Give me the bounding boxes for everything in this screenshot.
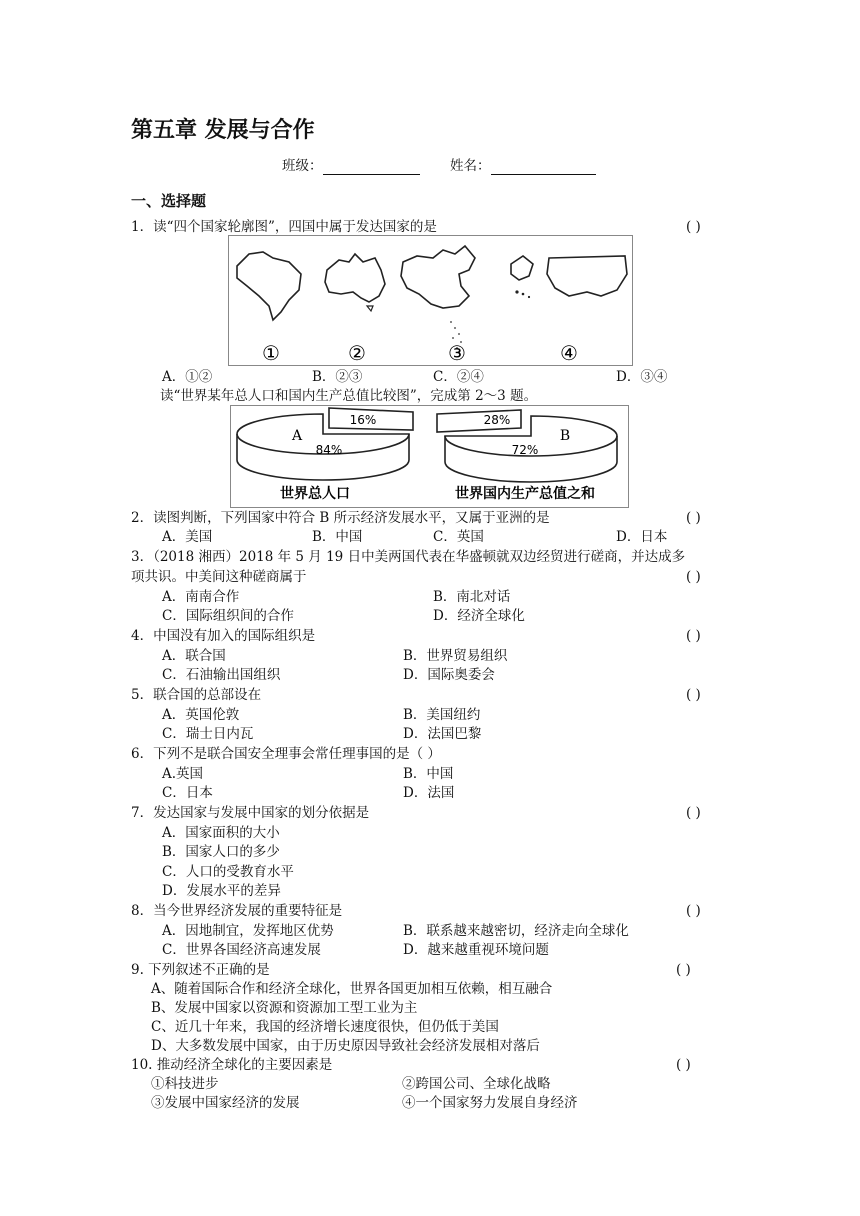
q6-option-d[interactable]: D．法国	[403, 785, 455, 801]
china-outline	[401, 246, 475, 308]
q2-answer-paren[interactable]: ( )	[686, 510, 701, 526]
tasmania-outline	[367, 306, 373, 311]
population-pie-small-label: 16%	[349, 413, 377, 427]
brazil-outline	[237, 252, 301, 320]
q4-option-b[interactable]: B．世界贸易组织	[403, 648, 508, 664]
q10-stem: 10. 推动经济全球化的主要因素是	[131, 1057, 333, 1073]
page-title: 第五章 发展与合作	[131, 118, 315, 143]
gdp-pie-small-label: 28%	[483, 413, 511, 427]
q8-stem: 8．当今世界经济发展的重要特征是	[131, 903, 343, 919]
class-blank[interactable]	[323, 160, 420, 175]
q1-option-b[interactable]: B．②③	[312, 369, 363, 385]
q10-option-3[interactable]: ③发展中国家经济的发展	[151, 1095, 300, 1111]
q2-option-c[interactable]: C．英国	[433, 529, 484, 545]
q6-stem: 6．下列不是联合国安全理事会常任理事国的是（ ）	[131, 746, 441, 762]
q8-option-c[interactable]: C．世界各国经济高速发展	[162, 942, 321, 958]
country-outline-figure	[228, 235, 633, 366]
q1-option-c[interactable]: C．②④	[433, 369, 484, 385]
map-label-1: ①	[262, 341, 280, 365]
q5-option-c[interactable]: C．瑞士日内瓦	[162, 726, 254, 742]
q8-option-d[interactable]: D．越来越重视环境问题	[403, 942, 549, 958]
q10-option-4[interactable]: ④一个国家努力发展自身经济	[402, 1095, 578, 1111]
q8-option-b[interactable]: B．联系越来越密切，经济走向全球化	[403, 923, 629, 939]
q1-answer-paren[interactable]: ( )	[686, 219, 701, 235]
q9-option-c[interactable]: C、近几十年来，我国的经济增长速度很快，但仍低于美国	[151, 1019, 499, 1035]
q8-answer-paren[interactable]: ( )	[686, 903, 701, 919]
q5-option-b[interactable]: B．美国纽约	[403, 707, 481, 723]
class-field	[282, 157, 420, 175]
australia-outline	[325, 254, 385, 302]
q7-option-c[interactable]: C．人口的受教育水平	[162, 864, 294, 880]
q2-stem: 2．读图判断，下列国家中符合 B 所示经济发展水平，又属于亚洲的是	[131, 510, 550, 526]
alaska-outline	[511, 256, 533, 280]
q3-option-a[interactable]: A．南南合作	[162, 589, 240, 605]
q4-option-a[interactable]: A．联合国	[162, 648, 226, 664]
q9-option-a[interactable]: A、随着国际合作和经济全球化，世界各国更加相互依赖，相互融合	[151, 981, 553, 997]
gdp-pie-caption: 世界国内生产总值之和	[455, 486, 595, 502]
q7-stem: 7．发达国家与发展中国家的划分依据是	[131, 805, 370, 821]
q3-option-b[interactable]: B．南北对话	[433, 589, 511, 605]
class-label: 班级：	[282, 158, 323, 174]
q3-stem-line2: 项共识。中美间这种磋商属于	[131, 569, 307, 585]
q4-option-d[interactable]: D．国际奥委会	[403, 667, 495, 683]
q3-answer-paren[interactable]: ( )	[686, 569, 701, 585]
q10-option-1[interactable]: ①科技进步	[151, 1076, 219, 1092]
gdp-pie-letter: B	[559, 428, 571, 444]
gdp-pie-big-label: 72%	[511, 443, 539, 457]
population-pie-big-label: 84%	[315, 443, 343, 457]
q6-option-b[interactable]: B．中国	[403, 766, 454, 782]
section-heading: 一、选择题	[131, 192, 207, 210]
q5-stem: 5．联合国的总部设在	[131, 687, 262, 703]
q4-answer-paren[interactable]: ( )	[686, 628, 701, 644]
q4-stem: 4．中国没有加入的国际组织是	[131, 628, 316, 644]
name-blank[interactable]	[491, 160, 596, 175]
q1-option-d[interactable]: D．③④	[616, 369, 668, 385]
q9-option-d[interactable]: D、大多数发展中国家，由于历史原因导致社会经济发展相对落后	[151, 1038, 540, 1054]
q4-option-c[interactable]: C．石油输出国组织	[162, 667, 281, 683]
name-label: 姓名：	[450, 158, 491, 174]
q7-answer-paren[interactable]: ( )	[686, 805, 701, 821]
q3-option-c[interactable]: C．国际组织间的合作	[162, 608, 294, 624]
q1-option-a[interactable]: A．①②	[162, 369, 213, 385]
country-outlines-svg	[229, 236, 632, 365]
q9-stem: 9. 下列叙述不正确的是	[131, 962, 270, 978]
q5-answer-paren[interactable]: ( )	[686, 687, 701, 703]
q3-stem-line1: 3．（2018 湘西）2018 年 5 月 19 日中美两国代表在华盛顿就双边经贸进行磋商，并达成多	[131, 549, 686, 565]
map-label-2: ②	[348, 341, 366, 365]
pie-charts-svg	[231, 406, 628, 507]
q2-option-a[interactable]: A．美国	[162, 529, 213, 545]
q5-option-a[interactable]: A．英国伦敦	[162, 707, 240, 723]
q2-option-b[interactable]: B．中国	[312, 529, 363, 545]
population-pie-caption: 世界总人口	[280, 486, 350, 502]
q3-option-d[interactable]: D．经济全球化	[433, 608, 525, 624]
map-label-4: ④	[560, 341, 578, 365]
q8-option-a[interactable]: A．因地制宜，发挥地区优势	[162, 923, 334, 939]
q1-stem: 1．读“四个国家轮廓图”，四国中属于发达国家的是	[131, 219, 437, 235]
pie-comparison-figure	[230, 405, 629, 508]
q10-option-2[interactable]: ②跨国公司、全球化战略	[402, 1076, 551, 1092]
q2-3-intro: 读“世界某年总人口和国内生产总值比较图”，完成第 2～3 题。	[160, 388, 538, 404]
q9-answer-paren[interactable]: ( )	[676, 962, 691, 978]
q10-answer-paren[interactable]: ( )	[676, 1057, 691, 1073]
q7-option-b[interactable]: B．国家人口的多少	[162, 844, 280, 860]
q2-option-d[interactable]: D．日本	[616, 529, 668, 545]
population-pie-letter: A	[291, 428, 303, 444]
q6-option-c[interactable]: C．日本	[162, 785, 213, 801]
population-pie-side	[237, 434, 409, 480]
q7-option-d[interactable]: D．发展水平的差异	[162, 883, 281, 899]
hawaii-islands	[515, 290, 530, 298]
name-field	[450, 157, 596, 175]
q6-option-a[interactable]: A.英国	[162, 766, 204, 782]
usa-outline	[547, 256, 627, 296]
q9-option-b[interactable]: B、发展中国家以资源和资源加工型工业为主	[151, 1000, 418, 1016]
map-label-3: ③	[448, 341, 466, 365]
q7-option-a[interactable]: A．国家面积的大小	[162, 825, 280, 841]
q5-option-d[interactable]: D．法国巴黎	[403, 726, 482, 742]
